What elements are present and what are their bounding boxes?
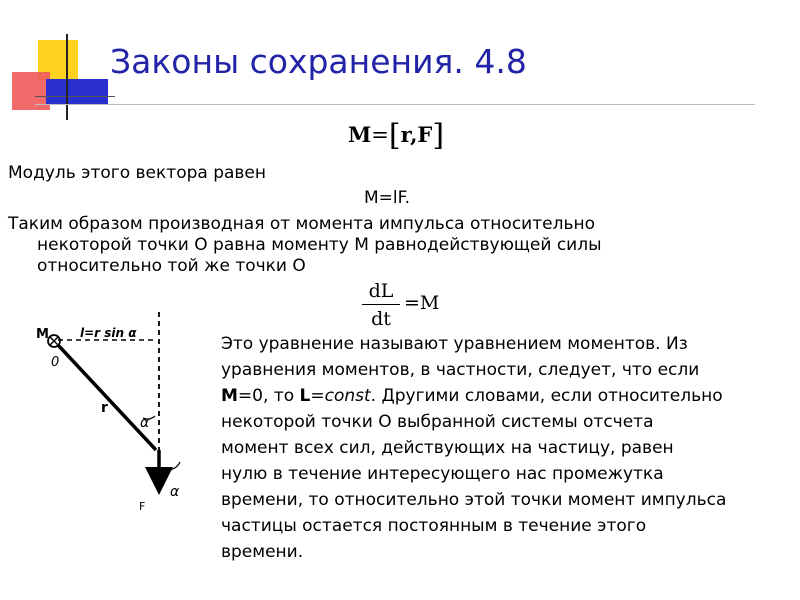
formula-m-eq: = — [371, 123, 389, 147]
label-alpha-2: α — [170, 484, 180, 500]
label-alpha-1: α — [140, 415, 150, 431]
label-O: 0 — [51, 355, 60, 370]
label-r: r — [101, 400, 108, 416]
para-line-8: частицы остается постоянным в течение этого — [221, 516, 647, 536]
para-line-1: Это уравнение называют уравнением моментов. Из — [221, 334, 688, 354]
text-line-5: относительно той же точки О — [37, 256, 306, 276]
para-line-4: некоторой точки О выбранной системы отсчета — [221, 412, 654, 432]
deriv-numerator: dL — [368, 280, 394, 302]
text-line-1: Модуль этого вектора равен — [8, 163, 267, 183]
para-line-9: времени. — [221, 542, 304, 562]
moment-equation-paragraph — [221, 331, 796, 565]
label-M: M — [36, 327, 49, 342]
deriv-fraction-bar — [362, 304, 400, 305]
label-F: F — [139, 500, 146, 513]
para-line-3 — [221, 383, 796, 409]
label-lever: l=r sin α — [80, 326, 137, 340]
para-line-7: времени, то относительно этой точки момент импульса — [221, 490, 727, 510]
formula-m-rbracket: ] — [432, 118, 445, 153]
deriv-rhs: =M — [404, 292, 440, 314]
title-underline — [35, 104, 755, 105]
para-text-a: =0, то — [237, 386, 300, 406]
text-line-4: некоторой точки О равна моменту М равнодействующей силы — [37, 235, 602, 255]
text-line-3: Таким образом производная от момента импульса относительно — [8, 214, 595, 234]
formula-m-lhs: M — [348, 122, 372, 147]
para-text-c: . Другими словами, если относительно — [370, 386, 723, 406]
para-line-2: уравнения моментов, в частности, следует, что если — [221, 360, 700, 380]
para-text-b: = — [310, 386, 325, 406]
formula-m-lbracket: [ — [388, 118, 401, 153]
para-symbol-M: M — [221, 386, 238, 406]
moment-formula — [348, 118, 444, 153]
decor-short-line — [35, 96, 115, 97]
para-const: const — [324, 386, 371, 406]
text-line-2: M=lF. — [364, 188, 411, 208]
radius-vector — [58, 345, 156, 450]
decor-vertical-line — [66, 34, 68, 120]
deriv-denominator: dt — [371, 308, 391, 330]
moment-diagram — [30, 310, 220, 520]
formula-m-args: r,F — [400, 122, 433, 147]
decor-blue-bar — [46, 79, 108, 105]
para-line-5: момент всех сил, действующих на частицу, равен — [221, 438, 674, 458]
para-symbol-L: L — [299, 386, 311, 406]
slide-title: Законы сохранения. 4.8 — [110, 42, 527, 81]
para-line-6: нулю в течение интересующего нас промежутка — [221, 464, 664, 484]
